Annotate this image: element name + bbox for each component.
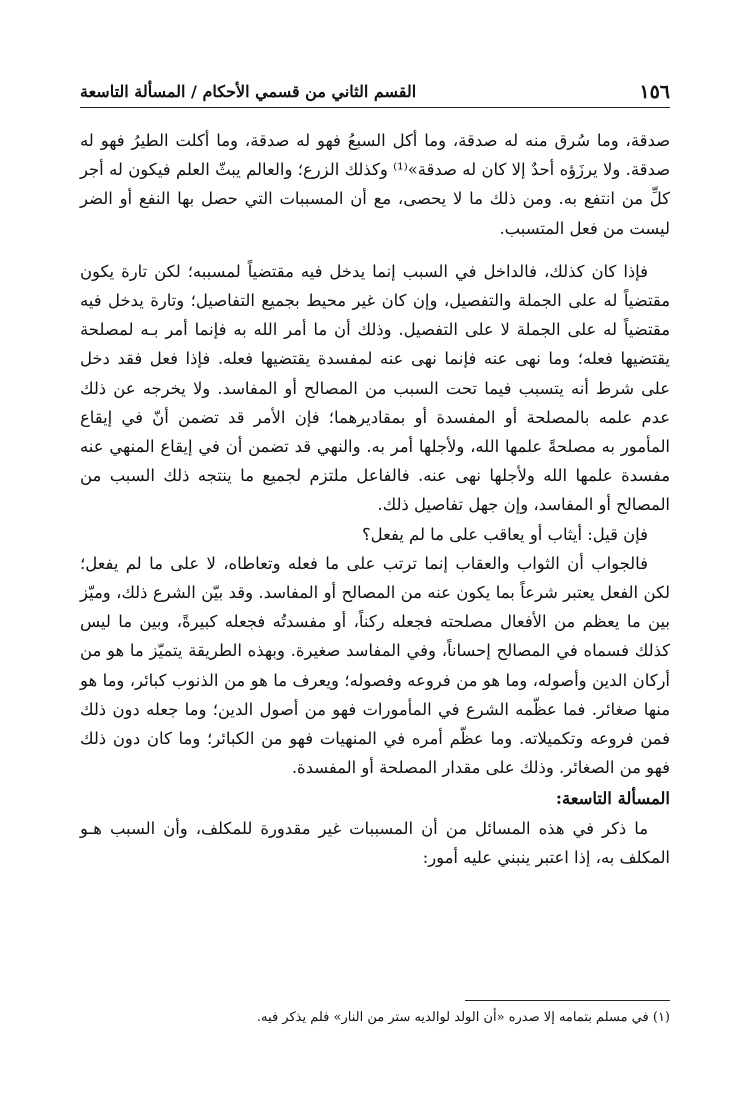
footnotes <box>80 1000 670 1029</box>
header-rule <box>80 107 670 108</box>
question-paragraph: فإن قيل: أيثاب أو يعاقب على ما لم يفعل؟ <box>361 524 648 544</box>
footnote: (١) في مسلم بتمامه إلا صدره «أن الولد لوالديه ستر من النار» فلم يذكر فيه. <box>256 1010 670 1025</box>
section-heading: المسألة التاسعة: <box>555 789 670 809</box>
footnote-rule <box>465 1000 670 1001</box>
running-title: القسم الثاني من قسمي الأحكام / المسألة التاسعة <box>80 82 417 101</box>
answer-paragraph: فالجواب أن الثواب والعقاب إنما ترتب على ما فعله وتعاطاه، لا على ما لم يفعل؛ لكن الفعل يعتبر شرعاً بما يكون عنه من المصالح أو المفاسد. وقد بيّن الشرع ذلك، وميّز بين ما يعظم من الأفعال مصلحته فجعله ركناً، أو مفسدتُه فجعله كبيرةً، وبين ما ليس كذلك فسماه في المصالح إحساناً، وفي المفاسد صغيرة. وبهذه الطريقة يتميّز ما هو من أركان الدين وأصوله، وما هو من فروعه وفصوله؛ ويعرف ما هو من الذنوب كبائر، وما هو منها صغائر. فما عظّمه الشرع في المأمورات فهو من أصول الدين؛ وما جعله دون ذلك فمن فروعه وتكميلاته. وما عظّم أمره في المنهيات فهو من الكبائر؛ وما كان دون ذلك فهو من الصغائر. وذلك على مقدار المصلحة أو المفسدة. <box>80 553 670 778</box>
section-paragraph: ما ذكر في هذه المسائل من أن المسببات غير مقدورة للمكلف، وأن السبب هـو المكلف به، إذا اعتبر ينبني عليه أمور: <box>80 818 670 867</box>
main-text <box>80 126 670 872</box>
page-header <box>80 80 670 104</box>
paragraph: فإذا كان كذلك، فالداخل في السبب إنما يدخل فيه مقتضياً لمسببه؛ لكن تارة يكون مقتضياً له على الجملة والتفصيل، وإن كان غير محيط بجميع التفاصيل؛ وتارة يدخل فيه مقتضياً له على الجملة لا على التفصيل. وذلك أن ما أمر الله به فإنما أمر بـه لمصلحة يقتضيها فعله؛ وما نهى عنه فإنما نهى عنه لمفسدة يقتضيها فعله. فإذا فعل فقد دخل على شرط أنه يتسبب فيما تحت السبب من المصالح أو المفاسد. ولا يخرجه عن ذلك عدم علمه بالمصلحة أو المفسدة أو بمقاديرهما؛ فإن الأمر قد تضمن أنّ في إيقاع المأمور به مصلحةً علمها الله، ولأجلها أمر به. والنهي قد تضمن أن في إيقاع المنهي عنه مفسدة علمها الله ولأجلها نهى عنه. فالفاعل ملتزم لجميع ما ينتجه ذلك السبب من المصالح أو المفاسد، وإن جهل تفاصيل ذلك. <box>80 261 670 515</box>
page-number: ١٥٦ <box>639 81 670 103</box>
paragraph: صدقة، وما سُرق منه له صدقة، وما أكل السبعُ فهو له صدقة، وما أكلت الطيرُ فهو له صدقة. ولا يرزَؤه أحدٌ إلا كان له صدقة»⁽¹⁾ وكذلك الزرع؛ والعالم يبثّ العلم فيكون له أجر كلِّ من انتفع به. ومن ذلك ما لا يحصى، مع أن المسببات التي حصل بها النفع أو الضر ليست من فعل المتسبب. <box>80 131 670 238</box>
